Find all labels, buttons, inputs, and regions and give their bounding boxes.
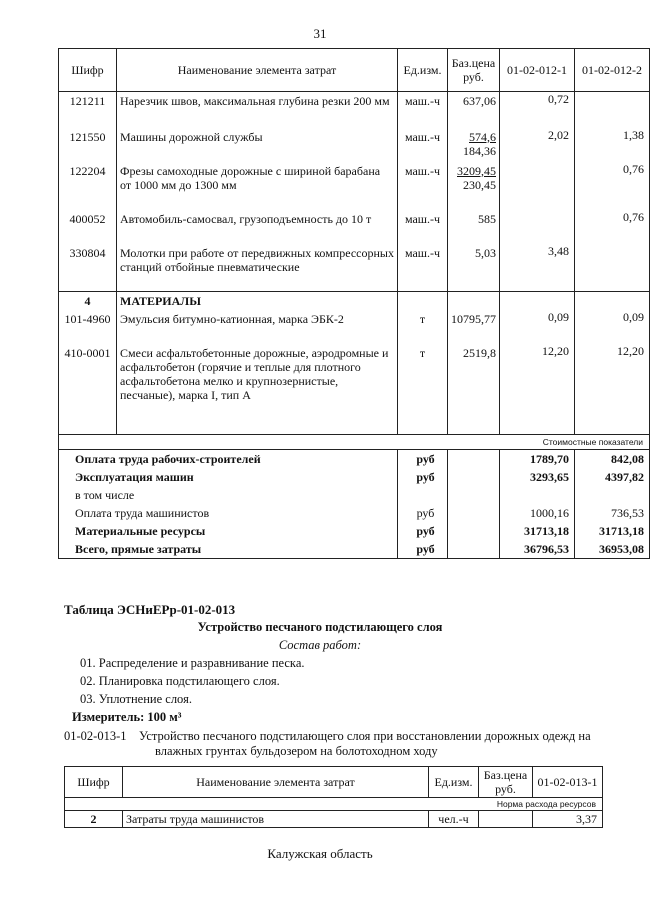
table-row [59,210,650,244]
row-unit: т [398,344,448,434]
row-unit: т [398,310,448,344]
table-header-row [65,767,603,798]
total-value-2: 4397,82 [575,468,650,486]
col-header-name: Наименование элемента затрат [123,767,429,798]
row-price-alt: 184,36 [463,143,496,158]
resource-table [64,766,603,828]
row-price: 585 [448,210,500,244]
row-code: 101-4960 [59,310,117,344]
row-code: 400052 [59,210,117,244]
norma-row [65,798,603,811]
col-header-name: Наименование элемента затрат [117,49,398,92]
row-code: 2 [65,811,123,828]
col-header-price: Баз.цена руб. [479,767,533,798]
table-row [65,811,603,828]
cost-table [58,48,650,559]
col-header-code: Шифр [59,49,117,92]
total-unit: руб [398,468,448,486]
total-label: Оплата труда рабочих-строителей [59,449,398,468]
row-code: 121550 [59,128,117,162]
row-price [479,811,533,828]
row-value-2: 0,76 [575,162,650,210]
section-code: 4 [59,292,117,311]
table-row [59,162,650,210]
table-row [59,128,650,162]
row-value-2: 1,38 [575,128,650,162]
total-label: Материальные ресурсы [59,522,398,540]
total-unit: руб [398,540,448,559]
total-value-2 [575,486,650,504]
col-header-norm-1: 01-02-012-1 [500,49,575,92]
measure-unit: Измеритель: 100 м³ [72,710,182,724]
row-name: Нарезчик швов, максимальная глубина резки 200 мм [117,92,398,128]
table-row [59,344,650,434]
footer-region: Калужская область [267,846,373,861]
row-code: 122204 [59,162,117,210]
row-value-2: 0,76 [575,210,650,244]
norm-description [139,729,605,759]
total-value-2: 31713,18 [575,522,650,540]
row-value-1: 0,72 [500,92,575,128]
row-code: 410-0001 [59,344,117,434]
row-code: 330804 [59,244,117,292]
page-number: 31 [313,26,327,41]
total-row [59,468,650,486]
total-label: Эксплуатация машин [59,468,398,486]
stoim-row [59,434,650,449]
work-step: 02. Планировка подстилающего слоя. [80,674,280,688]
total-row [59,449,650,468]
work-step: 01. Распределение и разравнивание песка. [80,656,305,670]
total-label: Оплата труда машинистов [59,504,398,522]
total-row [59,486,650,504]
norm-description-line2: влажных грунтах бульдозером на болотоходном ходу [155,744,438,758]
norm-description-line1: Устройство песчаного подстилающего слоя при восстановлении дорожных одежд на [139,729,591,743]
work-step: 03. Уплотнение слоя. [80,692,192,706]
row-unit: маш.-ч [398,128,448,162]
row-value-2 [575,244,650,292]
total-unit: руб [398,449,448,468]
norm-code: 01-02-013-1 [64,729,127,743]
row-price-alt: 230,45 [463,177,496,192]
total-label: в том числе [59,486,398,504]
row-value-2: 0,09 [575,310,650,344]
table-header-row [59,49,650,92]
work-composition-label: Состав работ: [278,638,362,652]
table-row [59,92,650,128]
col-header-norm: 01-02-013-1 [533,767,603,798]
row-price: 574,6 [469,129,496,144]
col-header-unit: Ед.изм. [429,767,479,798]
total-row [59,522,650,540]
row-unit: чел.-ч [429,811,479,828]
row-price: 5,03 [448,244,500,292]
row-unit: маш.-ч [398,210,448,244]
total-label: Всего, прямые затраты [59,540,398,559]
col-header-price: Баз.цена руб. [448,49,500,92]
total-value-1: 36796,53 [500,540,575,559]
row-name: Автомобиль-самосвал, грузоподъемность до 10 т [117,210,398,244]
row-value-2: 12,20 [575,344,650,434]
row-name: Смеси асфальтобетонные дорожные, аэродромные и асфальтобетон (горячие и теплые для плотного асфальтобетона мелко и крупнозернистые, песчаные), марка I, тип А [117,344,398,434]
row-name: Эмульсия битумно-катионная, марка ЭБК-2 [117,310,398,344]
total-value-1: 1789,70 [500,449,575,468]
table2-title: Таблица ЭСНиЕРр-01-02-013 [64,602,236,617]
row-name: Фрезы самоходные дорожные с шириной барабана от 1000 мм до 1300 мм [117,162,398,210]
row-unit: маш.-ч [398,92,448,128]
row-price: 637,06 [448,92,500,128]
total-unit: руб [398,522,448,540]
row-value-1: 3,48 [500,244,575,292]
col-header-unit: Ед.изм. [398,49,448,92]
total-value-1: 3293,65 [500,468,575,486]
total-row [59,540,650,559]
row-price: 2519,8 [448,344,500,434]
row-code: 121211 [59,92,117,128]
total-value-2: 36953,08 [575,540,650,559]
row-price: 10795,77 [448,310,500,344]
row-value-1: 12,20 [500,344,575,434]
table2-heading: Устройство песчаного подстилающего слоя [197,620,443,634]
norma-label: Норма расхода ресурсов [65,798,603,811]
row-value-1: 3,37 [533,811,603,828]
row-price: 3209,45 [457,163,496,178]
total-value-1: 1000,16 [500,504,575,522]
row-name: Машины дорожной службы [117,128,398,162]
total-row [59,504,650,522]
col-header-norm-2: 01-02-012-2 [575,49,650,92]
table-row [59,244,650,292]
row-unit: маш.-ч [398,162,448,210]
total-unit: руб [398,504,448,522]
row-name: Затраты труда машинистов [123,811,429,828]
row-unit: маш.-ч [398,244,448,292]
total-value-1: 31713,18 [500,522,575,540]
total-value-2: 842,08 [575,449,650,468]
stoim-label: Стоимостные показатели [59,434,650,449]
row-value-1: 0,09 [500,310,575,344]
row-value-2 [575,92,650,128]
total-unit [398,486,448,504]
section-name: МАТЕРИАЛЫ [117,292,398,311]
total-value-1 [500,486,575,504]
row-value-1 [500,210,575,244]
table-row [59,310,650,344]
col-header-code: Шифр [65,767,123,798]
row-value-1 [500,162,575,210]
row-value-1: 2,02 [500,128,575,162]
total-value-2: 736,53 [575,504,650,522]
section-row [59,292,650,311]
row-name: Молотки при работе от передвижных компрессорных станций отбойные пневматические [117,244,398,292]
